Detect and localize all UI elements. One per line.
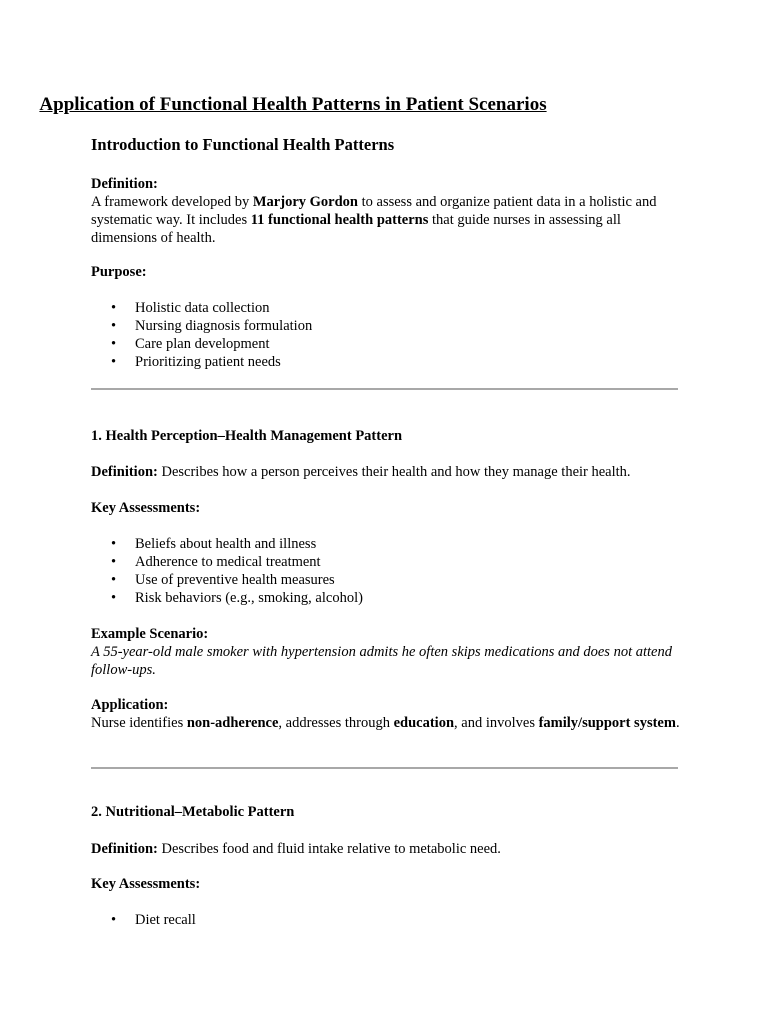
intro-heading: Introduction to Functional Health Patterns bbox=[91, 135, 395, 154]
pattern-count: 11 functional health patterns bbox=[250, 212, 429, 228]
key-assessments-label: Key Assessments: bbox=[91, 876, 201, 892]
definition-text: Describes how a person perceives their health and how they manage their health. bbox=[157, 464, 631, 480]
purpose-label bbox=[91, 263, 681, 281]
application-text bbox=[91, 714, 681, 732]
section1-example bbox=[91, 625, 681, 679]
section2-definition bbox=[91, 840, 681, 858]
definition-label: Definition: bbox=[91, 176, 158, 192]
section2-key-list bbox=[91, 911, 196, 929]
horizontal-divider bbox=[91, 767, 678, 769]
list-item: • Prioritizing patient needs bbox=[91, 353, 312, 371]
section2-heading: 2. Nutritional–Metabolic Pattern bbox=[91, 804, 295, 820]
document-title: Application of Functional Health Patterns in Patient Scenarios bbox=[39, 94, 547, 115]
section2-key-label bbox=[91, 875, 681, 893]
list-item: • Risk behaviors (e.g., smoking, alcohol) bbox=[91, 589, 363, 607]
key-assessments-label: Key Assessments: bbox=[91, 500, 201, 516]
definition-text-part: that guide nurses in assessing all dimensions of health. bbox=[91, 212, 621, 246]
definition-text-part: to assess and organize patient data in a holistic and systematic way. It includes bbox=[91, 194, 657, 228]
application-text-part: . bbox=[675, 715, 680, 731]
purpose-list bbox=[91, 299, 312, 371]
list-item: • Nursing diagnosis formulation bbox=[91, 317, 312, 335]
list-item: • Use of preventive health measures bbox=[91, 571, 363, 589]
example-scenario-label: Example Scenario: bbox=[91, 626, 209, 642]
section1-key-list bbox=[91, 535, 363, 607]
list-item: • Diet recall bbox=[91, 911, 196, 929]
section1-application bbox=[91, 696, 681, 732]
definition-label: Definition: bbox=[91, 841, 158, 857]
application-label: Application: bbox=[91, 697, 169, 713]
list-item: • Beliefs about health and illness bbox=[91, 535, 363, 553]
application-keyword: education bbox=[393, 715, 455, 731]
application-keyword: family/support system bbox=[538, 715, 676, 731]
definition-text bbox=[91, 193, 681, 247]
application-text-part: Nurse identifies bbox=[91, 715, 187, 731]
intro-definition bbox=[91, 175, 681, 247]
list-item: • Holistic data collection bbox=[91, 299, 312, 317]
definition-label: Definition: bbox=[91, 464, 158, 480]
list-item: • Adherence to medical treatment bbox=[91, 553, 363, 571]
definition-text-part: A framework developed by bbox=[91, 194, 253, 210]
section1-key-label bbox=[91, 499, 681, 517]
list-item: • Care plan development bbox=[91, 335, 312, 353]
application-text-part: , addresses through bbox=[278, 715, 394, 731]
section1-definition bbox=[91, 463, 681, 481]
application-keyword: non-adherence bbox=[186, 715, 279, 731]
application-text-part: , and involves bbox=[454, 715, 539, 731]
example-scenario-text: A 55-year-old male smoker with hypertension admits he often skips medications and does not attend follow-ups. bbox=[91, 644, 672, 678]
section1-heading: 1. Health Perception–Health Management Pattern bbox=[91, 428, 403, 444]
definition-text: Describes food and fluid intake relative to metabolic need. bbox=[157, 841, 501, 857]
author-name: Marjory Gordon bbox=[252, 194, 358, 210]
purpose-label-text: Purpose: bbox=[91, 264, 147, 280]
horizontal-divider bbox=[91, 388, 678, 390]
